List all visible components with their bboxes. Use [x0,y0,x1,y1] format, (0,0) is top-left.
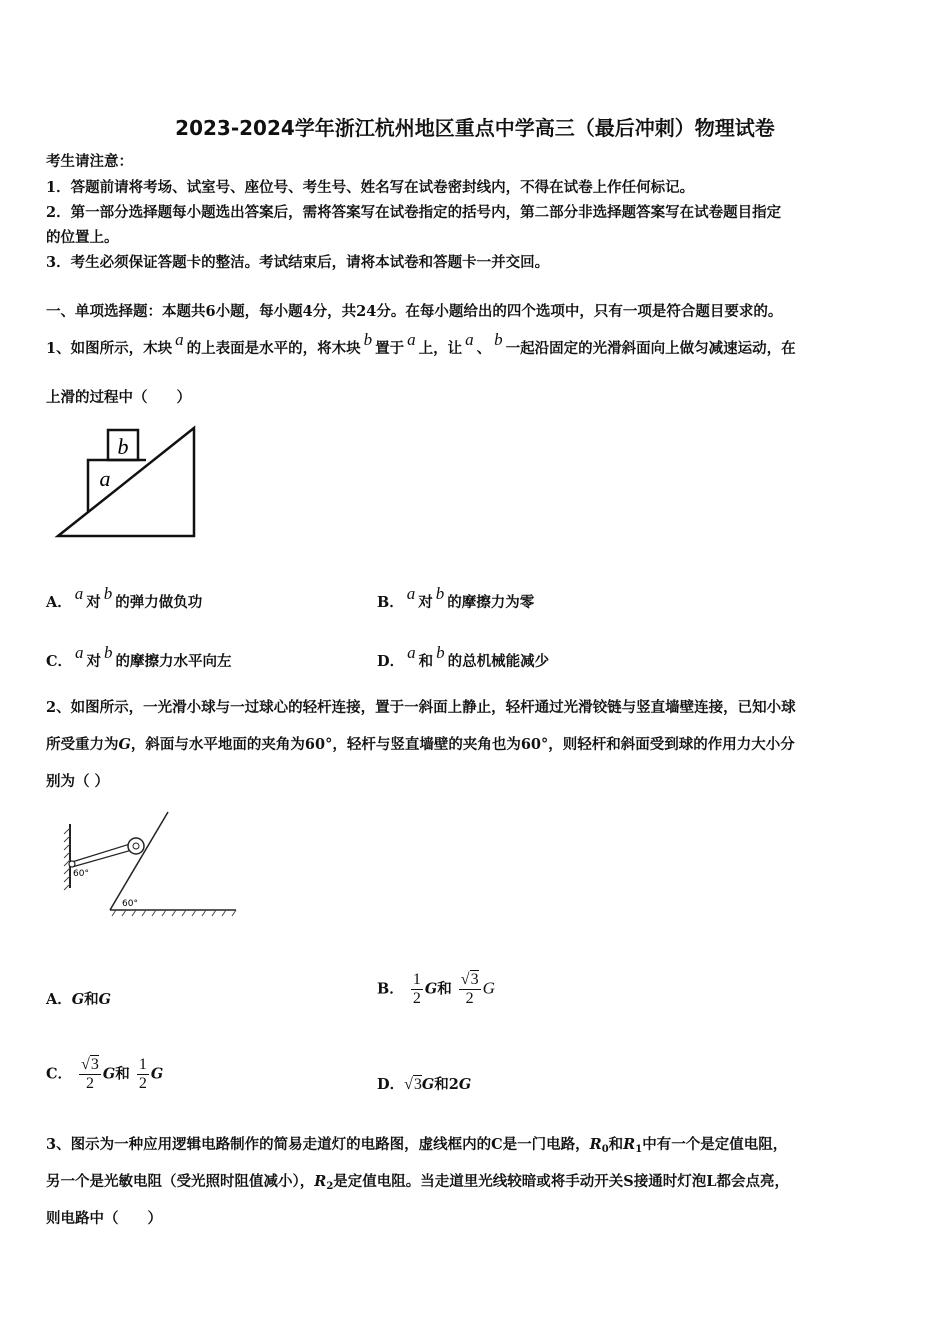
question-3-stem-line2: 另一个是光敏电阻（受光照时阻值减小），$R_2$是定值电阻。当走道里光线较暗或将手动开关S接通时灯泡L都会点亮， [46,1173,789,1192]
fraction: $\frac{1}{2}$ [138,1056,147,1092]
fraction: $\frac{√3}{2}$ [460,971,479,1007]
question-3-stem: 3、图示为一种应用逻辑电路制作的简易走道灯的电路图，虚线框内的C是一门电路，$R_0$和$R_1$中有一个是定值电阻， [46,1136,788,1155]
block-b-label: b [117,434,129,459]
block-a-label: a [99,466,111,491]
q2-option-c[interactable]: C． $\frac{√3}{2}$ G和 $\frac{1}{2}$ G [46,1056,164,1092]
q2-option-b[interactable]: B． $\frac{1}{2}$ G和 $\frac{√3}{2}$ G [377,971,495,1007]
question-1-stem-cont: 上滑的过程中（ ） [46,389,191,406]
q1-option-c[interactable]: C． a 对 b 的摩擦力水平向左 [46,643,232,670]
question-2-stem-line2: 所受重力为G，斜面与水平地面的夹角为60°，轻杆与竖直墙壁的夹角也为60°，则轻杆和斜面受到球的作用力大小分 [46,736,795,753]
fraction: $\frac{1}{2}$ [412,971,421,1007]
question-2-stem-line3: 别为（ ） [46,773,110,790]
question-3-stem-line3: 则电路中（ ） [46,1210,162,1227]
question-1-stem: 1、如图所示，木块 a 的上表面是水平的，将木块 b 置于 a 上，让 a 、 b 一起沿固定的光滑斜面向上做匀减速运动，在 [46,330,796,357]
q1-option-a[interactable]: A． a 对 b 的弹力做负功 [46,584,203,611]
notice-item-2: 2．第一部分选择题每小题选出答案后，需将答案写在试卷指定的括号内，第二部分非选择题答案写在试卷题目指定 [46,204,782,221]
incline-block-figure [50,422,200,542]
question-2-stem: 2、如图所示，一光滑小球与一过球心的轻杆连接，置于一斜面上静止，轻杆通过光滑铰链与竖直墙壁连接，已知小球 [46,699,796,716]
page-title: 2023-2024学年浙江杭州地区重点中学高三（最后冲刺）物理试卷 [175,116,775,140]
q1-option-d[interactable]: D． a 和 b 的总机械能减少 [377,643,550,670]
notice-item-3: 3．考生必须保证答题卡的整洁。考试结束后，请将本试卷和答题卡一并交回。 [46,254,550,271]
rod-angle-label: 60° [73,869,89,879]
notice-item-1: 1．答题前请将考场、试室号、座位号、考生号、姓名写在试卷密封线内，不得在试卷上作任何标记。 [46,179,695,196]
incline-angle-label: 60° [122,899,138,909]
notice-item-2-cont: 的位置上。 [46,229,119,246]
q1-option-b[interactable]: B． a 对 b 的摩擦力为零 [377,584,535,611]
q2-option-a[interactable]: A．G和G [46,991,112,1008]
fraction: $\frac{√3}{2}$ [81,1056,99,1092]
q2-option-d[interactable]: D．√3G和2G [377,1076,472,1093]
notice-heading: 考生请注意： [46,153,133,170]
rod-ball-figure [60,806,240,918]
section-heading: 一、单项选择题：本题共6小题，每小题4分，共24分。在每小题给出的四个选项中，只有一项是符合题目要求的。 [46,303,783,320]
